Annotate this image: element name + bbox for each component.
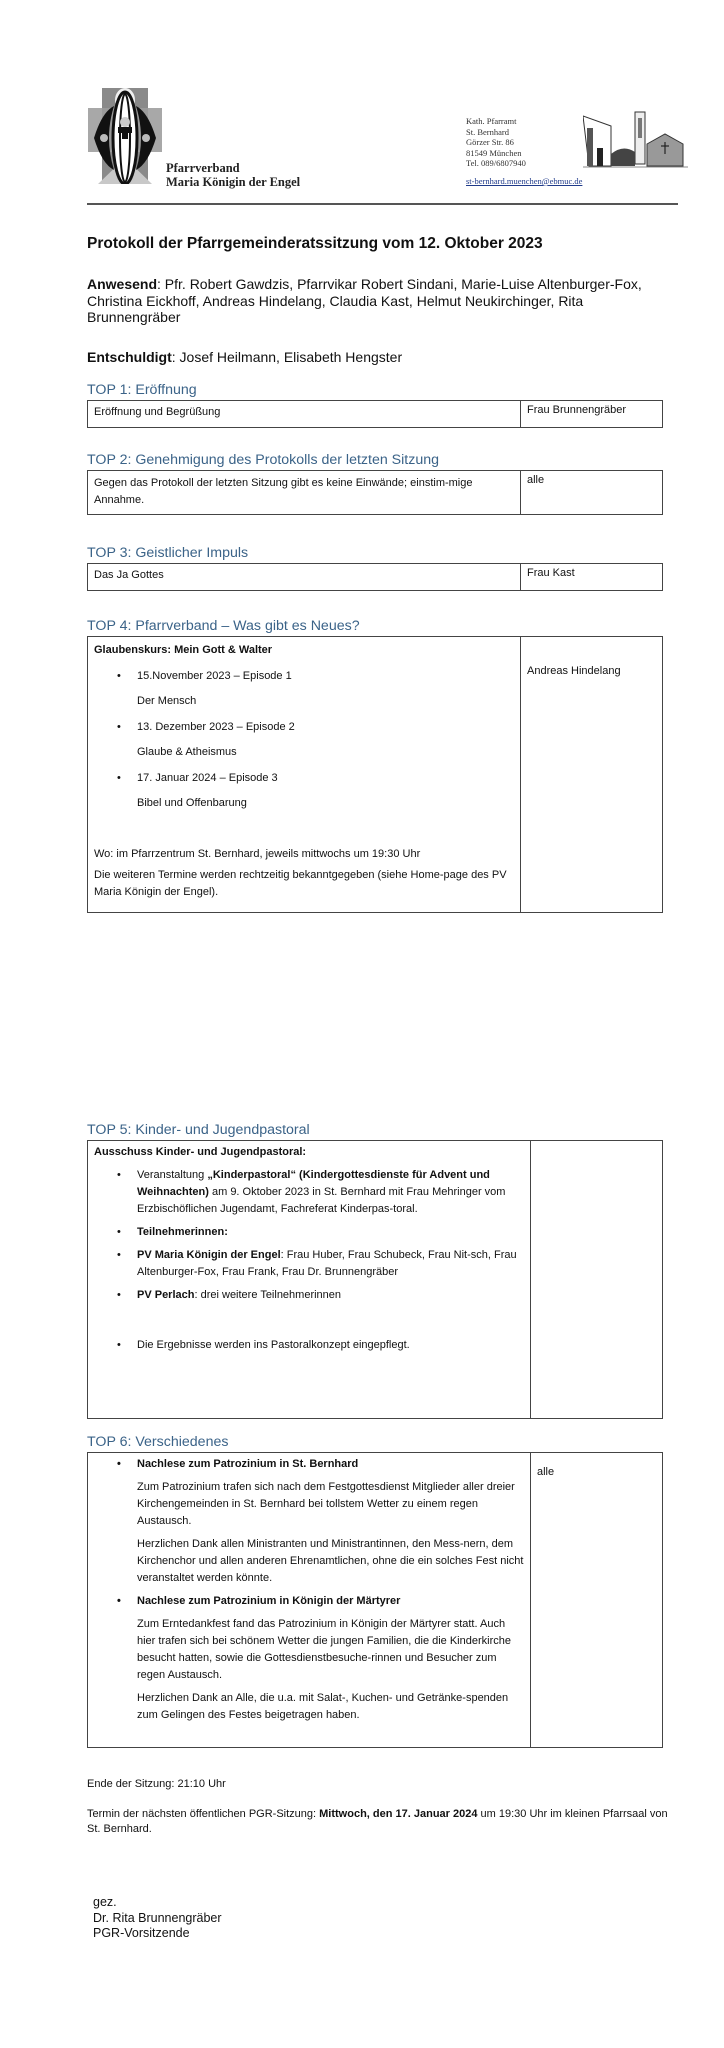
list-item [94, 1247, 524, 1281]
meeting-end: Ende der Sitzung: 21:10 Uhr [87, 1778, 226, 1790]
signature-name: Dr. Rita Brunnengräber [93, 1910, 222, 1925]
top-1-heading: TOP 1: Eröffnung [87, 382, 197, 398]
next-meeting-text: Termin der nächsten öffentlichen PGR-Sitzung: [87, 1808, 320, 1820]
top-1-table [87, 400, 663, 428]
top-2-responsible: alle [521, 471, 663, 515]
top-5-heading: TOP 5: Kinder- und Jugendpastoral [87, 1122, 310, 1138]
top-4-content [88, 637, 521, 913]
organization-name [166, 161, 300, 189]
next-meeting [87, 1807, 677, 1837]
org-line-2: Maria Königin der Engel [166, 175, 301, 189]
table-row [88, 564, 663, 591]
header-divider [87, 203, 678, 205]
parish-logo-icon [88, 88, 162, 184]
item-text: am 9. Oktober 2023 in St. Bernhard mit Frau Mehringer vom Erzbischöflichen Jugendamt, Fachreferat Kinderpas-toral. [137, 1186, 506, 1215]
email-link[interactable]: st-bernhard.muenchen@ebmuc.de [466, 176, 583, 186]
top-4-heading: TOP 4: Pfarrverband – Was gibt es Neues? [87, 618, 360, 634]
page-title: Protokoll der Pfarrgemeinderatssitzung vom 12. Oktober 2023 [87, 235, 543, 252]
item-bold: Teilnehmerinnen: [137, 1226, 228, 1238]
top-1-content: Eröffnung und Begrüßung [88, 401, 521, 428]
top-5-content [88, 1141, 531, 1419]
item-text: : drei weitere Teilnehmerinnen [194, 1289, 342, 1301]
block-paragraph: Herzlichen Dank an Alle, die u.a. mit Salat-, Kuchen- und Getränke-spenden zum Gelingen des Festes beigetragen haben. [137, 1692, 509, 1721]
next-meeting-text: um 19:30 Uhr im kleinen Pfarrsaal von St. Bernhard. [87, 1808, 668, 1835]
top-3-responsible: Frau Kast [521, 564, 663, 591]
church-illustration-icon [583, 108, 688, 170]
attendance-excused [87, 349, 667, 366]
list-item: • 15.November 2023 – Episode 1 [94, 664, 514, 690]
top-6-table [87, 1452, 663, 1748]
episode-list [94, 664, 514, 817]
address-line: 81549 München [466, 147, 522, 158]
parish-address [466, 116, 526, 169]
episode-topic: Der Mensch [137, 695, 197, 707]
item-text: Veranstaltung [137, 1169, 208, 1181]
signature-gez: gez. [93, 1895, 117, 1909]
top-3-content: Das Ja Gottes [88, 564, 521, 591]
top-3-heading: TOP 3: Geistlicher Impuls [87, 545, 249, 561]
list-item: • 17. Januar 2024 – Episode 3 [94, 766, 514, 792]
top-6-heading: TOP 6: Verschiedenes [87, 1434, 229, 1450]
list-item: • Nachlese zum Patrozinium in Königin der Märtyrer [94, 1593, 524, 1610]
top-6-content [88, 1453, 531, 1748]
excused-list: : Josef Heilmann, Elisabeth Hengster [171, 349, 403, 365]
list-item: • Nachlese zum Patrozinium in St. Bernhard [94, 1456, 524, 1473]
item-bold: PV Perlach [137, 1289, 195, 1301]
episode-topic: Bibel und Offenbarung [137, 797, 247, 809]
table-row [88, 1453, 663, 1748]
top-2-content: Gegen das Protokoll der letzten Sitzung gibt es keine Einwände; einstim-mige Annahme. [88, 471, 521, 515]
present-label: Anwesend [87, 276, 158, 292]
top-4-note: Die weiteren Termine werden rechtzeitig bekanntgegeben (siehe Home-page des PV Maria Königin der Engel). [94, 869, 507, 898]
next-meeting-date: Mittwoch, den 17. Januar 2024 [319, 1808, 478, 1820]
top-2-table [87, 470, 663, 515]
table-row [88, 471, 663, 515]
top-4-subtitle: Glaubenskurs: Mein Gott & Walter [94, 644, 273, 656]
list-item [94, 1287, 524, 1304]
top-6-list [94, 1456, 524, 1473]
list-item: • 13. Dezember 2023 – Episode 2 [94, 715, 514, 741]
attendance-present [87, 276, 667, 326]
top-5-table [87, 1140, 663, 1419]
item-bold: „Kinderpastoral“ (Kindergottesdienste für Advent und Weihnachten) [137, 1169, 490, 1198]
address-line: Tel. 089/6807940 [466, 158, 526, 168]
address-line: Kath. Pfarramt [466, 116, 517, 126]
signature-block [93, 1895, 222, 1942]
top-2-heading: TOP 2: Genehmigung des Protokolls der letzten Sitzung [87, 452, 439, 468]
table-row [88, 637, 663, 913]
item-bold: PV Maria Königin der Engel [137, 1249, 281, 1261]
top-5-subtitle: Ausschuss Kinder- und Jugendpastoral: [94, 1146, 307, 1158]
address-line: St. Bernhard [466, 126, 509, 137]
block-paragraph: Zum Patrozinium trafen sich nach dem Festgottesdienst Mitglieder aller dreier Kirchengemeinden in St. Bernhard bei tollstem Wetter zu einem regen Austausch. [137, 1481, 515, 1527]
top-6-responsible: alle [531, 1453, 663, 1748]
signature-role: PGR-Vorsitzende [93, 1926, 190, 1940]
table-row [88, 401, 663, 428]
top-5-responsible [531, 1141, 663, 1419]
block-paragraph: Herzlichen Dank allen Ministranten und Ministrantinnen, den Mess-nern, dem Kirchenchor und allen anderen Ehrenamtlichen, ohne die ein solches Fest nicht veranstaltet werden könnte. [137, 1538, 524, 1584]
top-6-list [94, 1593, 524, 1610]
table-row [88, 1141, 663, 1419]
list-item [94, 1224, 524, 1241]
top-5-list [94, 1167, 524, 1354]
top-3-table [87, 563, 663, 591]
item-text: : Frau Huber, Frau Schubeck, Frau Nit-sch, Frau Altenburger-Fox, Frau Frank, Frau Dr. Brunnengräber [137, 1249, 517, 1278]
top-4-responsible: Andreas Hindelang [521, 637, 663, 913]
list-item: • Die Ergebnisse werden ins Pastoralkonzept eingepflegt. [94, 1337, 524, 1354]
address-line: Görzer Str. 86 [466, 137, 514, 147]
block-paragraph: Zum Erntedankfest fand das Patrozinium in Königin der Märtyrer statt. Auch hier trafen sich bei schönem Wetter die jungen Familien, die die Kinderkirche besucht hatten, sowie die Gottesdienstbesuche-rinnen und Besucher zum regen Austausch. [137, 1618, 511, 1681]
org-line-1: Pfarrverband [166, 161, 240, 175]
top-1-responsible: Frau Brunnengräber [521, 401, 663, 428]
episode-topic: Glaube & Atheismus [137, 746, 237, 758]
top-4-table [87, 636, 663, 913]
excused-label: Entschuldigt [87, 349, 172, 365]
present-list: : Pfr. Robert Gawdzis, Pfarrvikar Robert Sindani, Marie-Luise Altenburger-Fox, Christina Eickhoff, Andreas Hindelang, Claudia Kast, Helmut Neukirchinger, Rita Brunnengräber [87, 276, 642, 326]
top-4-where: Wo: im Pfarrzentrum St. Bernhard, jeweils mittwochs um 19:30 Uhr [94, 847, 421, 860]
list-item [94, 1167, 524, 1218]
